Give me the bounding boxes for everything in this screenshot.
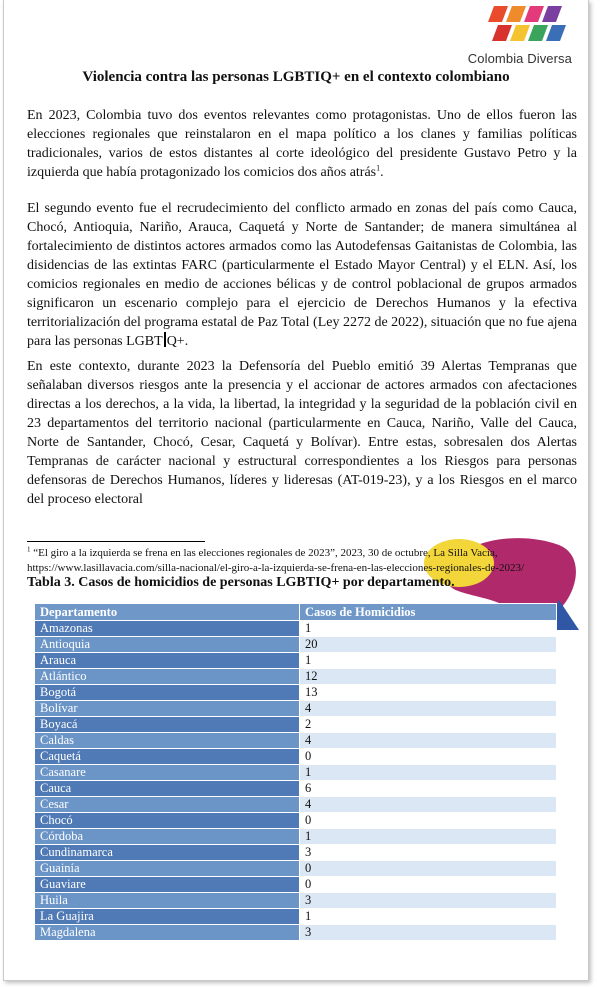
table-row bbox=[35, 781, 557, 797]
logo-text: Colombia Diversa bbox=[467, 51, 572, 66]
table-row bbox=[35, 637, 557, 653]
document-page bbox=[3, 0, 589, 981]
cell-casos: 0 bbox=[300, 749, 557, 765]
cell-casos: 20 bbox=[300, 637, 557, 653]
footnote-number: 1 bbox=[27, 545, 31, 554]
cell-departamento: Bolívar bbox=[35, 701, 300, 717]
cell-casos: 1 bbox=[300, 621, 557, 637]
table-row bbox=[35, 797, 557, 813]
paragraph-1-end: . bbox=[380, 165, 384, 180]
table-caption: Tabla 3. Casos de homicidios de personas LGBTIQ+ por departamento. bbox=[27, 575, 455, 590]
cell-departamento: Guaviare bbox=[35, 877, 300, 893]
cell-departamento: Bogotá bbox=[35, 685, 300, 701]
cell-casos: 3 bbox=[300, 925, 557, 941]
table-row bbox=[35, 717, 557, 733]
table-row bbox=[35, 829, 557, 845]
cell-casos: 4 bbox=[300, 701, 557, 717]
table-row bbox=[35, 669, 557, 685]
table-row bbox=[35, 733, 557, 749]
cell-departamento: Guainía bbox=[35, 861, 300, 877]
cell-departamento: Magdalena bbox=[35, 925, 300, 941]
table-row bbox=[35, 813, 557, 829]
cell-departamento: Cauca bbox=[35, 781, 300, 797]
cell-departamento: Atlántico bbox=[35, 669, 300, 685]
paragraph-1-text: En 2023, Colombia tuvo dos eventos relevantes como protagonistas. Uno de ellos fueron las elecciones regionales que reinstalaron en el mapa político a los clanes y familias políticas tradicionales, varios de estos distantes al corte ideológico del presidente Gustavo Petro y la izquierda que había protagonizado los comicios dos años atrás bbox=[27, 108, 577, 180]
paragraph-2 bbox=[27, 199, 577, 351]
cell-departamento: Cundinamarca bbox=[35, 845, 300, 861]
cell-departamento: Córdoba bbox=[35, 829, 300, 845]
cell-casos: 6 bbox=[300, 781, 557, 797]
header-casos: Casos de Homicidios bbox=[300, 604, 557, 621]
table-row bbox=[35, 765, 557, 781]
cell-departamento: Chocó bbox=[35, 813, 300, 829]
cell-casos: 4 bbox=[300, 733, 557, 749]
footnote bbox=[27, 546, 557, 576]
colombia-diversa-logo bbox=[467, 6, 572, 68]
footnote-text: “El giro a la izquierda se frena en las elecciones regionales de 2023”, 2023, 30 de octubre, La Silla Vacía, https://www.lasillavacia.com/silla-nacional/el-giro-a-la-izquierda-se-frena-en-las-elecciones-regionales-de-2023/ bbox=[27, 547, 525, 574]
cell-casos: 3 bbox=[300, 845, 557, 861]
cell-departamento: Caldas bbox=[35, 733, 300, 749]
footnote-ref[interactable]: 1 bbox=[376, 163, 381, 173]
cell-departamento: Caquetá bbox=[35, 749, 300, 765]
table-row bbox=[35, 877, 557, 893]
table-row bbox=[35, 701, 557, 717]
table-row bbox=[35, 909, 557, 925]
rainbow-parallelogram-icon bbox=[486, 6, 570, 50]
cell-casos: 3 bbox=[300, 893, 557, 909]
footnote-divider bbox=[27, 541, 205, 542]
homicides-table bbox=[34, 603, 557, 941]
text-cursor bbox=[164, 332, 166, 347]
cell-casos: 1 bbox=[300, 829, 557, 845]
paragraph-2-end: Q+. bbox=[166, 334, 189, 349]
cell-departamento: Amazonas bbox=[35, 621, 300, 637]
document-title: Violencia contra las personas LGBTIQ+ en el contexto colombiano bbox=[82, 69, 510, 85]
table-header-row bbox=[35, 604, 557, 621]
paragraph-2-text: El segundo evento fue el recrudecimiento del conflicto armado en zonas del país como Cauca, Chocó, Antioquia, Nariño, Arauca, Caquetá y Norte de Santander; de manera simultánea al fortalecimiento de distintos actores armados como las Autodefensas Gaitanistas de Colombia, las disidencias de las extintas FARC (particularmente el Estado Mayor Central) y el ELN. Así, los comicios regionales en medio de acciones bélicas y de control poblacional de grupos armados significaron un escenario complejo para el ejercicio de Derechos Humanos y la efectiva territorialización del programa estatal de Paz Total (Ley 2272 de 2022), situación que no fue ajena para las personas LGBT bbox=[27, 201, 577, 349]
cell-departamento: Cesar bbox=[35, 797, 300, 813]
cell-casos: 1 bbox=[300, 653, 557, 669]
paragraph-1 bbox=[27, 106, 577, 182]
cell-casos: 4 bbox=[300, 797, 557, 813]
table-row bbox=[35, 685, 557, 701]
cell-departamento: Arauca bbox=[35, 653, 300, 669]
cell-departamento: Antioquia bbox=[35, 637, 300, 653]
cell-casos: 0 bbox=[300, 861, 557, 877]
table-row bbox=[35, 925, 557, 941]
header-departamento: Departamento bbox=[35, 604, 300, 621]
cell-departamento: Boyacá bbox=[35, 717, 300, 733]
table-row bbox=[35, 893, 557, 909]
cell-casos: 0 bbox=[300, 877, 557, 893]
table-row bbox=[35, 621, 557, 637]
table-row bbox=[35, 653, 557, 669]
cell-casos: 1 bbox=[300, 909, 557, 925]
cell-casos: 2 bbox=[300, 717, 557, 733]
cell-casos: 12 bbox=[300, 669, 557, 685]
cell-casos: 1 bbox=[300, 765, 557, 781]
cell-departamento: Huila bbox=[35, 893, 300, 909]
table-row bbox=[35, 861, 557, 877]
cell-casos: 0 bbox=[300, 813, 557, 829]
paragraph-3: En este contexto, durante 2023 la Defensoría del Pueblo emitió 39 Alertas Tempranas que señalaban diversos riesgos ante la presencia y el accionar de actores armados con afectaciones directas a los derechos, a la vida, la libertad, la integridad y la seguridad de la población civil en 23 departamentos del territorio nacional (particularmente en Cauca, Nariño, Valle del Cauca, Norte de Santander, Chocó, Cesar, Caquetá y Bolívar). Entre estas, sobresalen dos Alertas Tempranas de carácter nacional y estructural correspondientes a los Riesgos para personas defensoras de Derechos Humanos, líderes y lideresas (AT-019-23), y a los Riesgos en el marco del proceso electoral bbox=[27, 359, 577, 507]
table-row bbox=[35, 845, 557, 861]
cell-casos: 13 bbox=[300, 685, 557, 701]
table-row bbox=[35, 749, 557, 765]
cell-departamento: La Guajira bbox=[35, 909, 300, 925]
cell-departamento: Casanare bbox=[35, 765, 300, 781]
